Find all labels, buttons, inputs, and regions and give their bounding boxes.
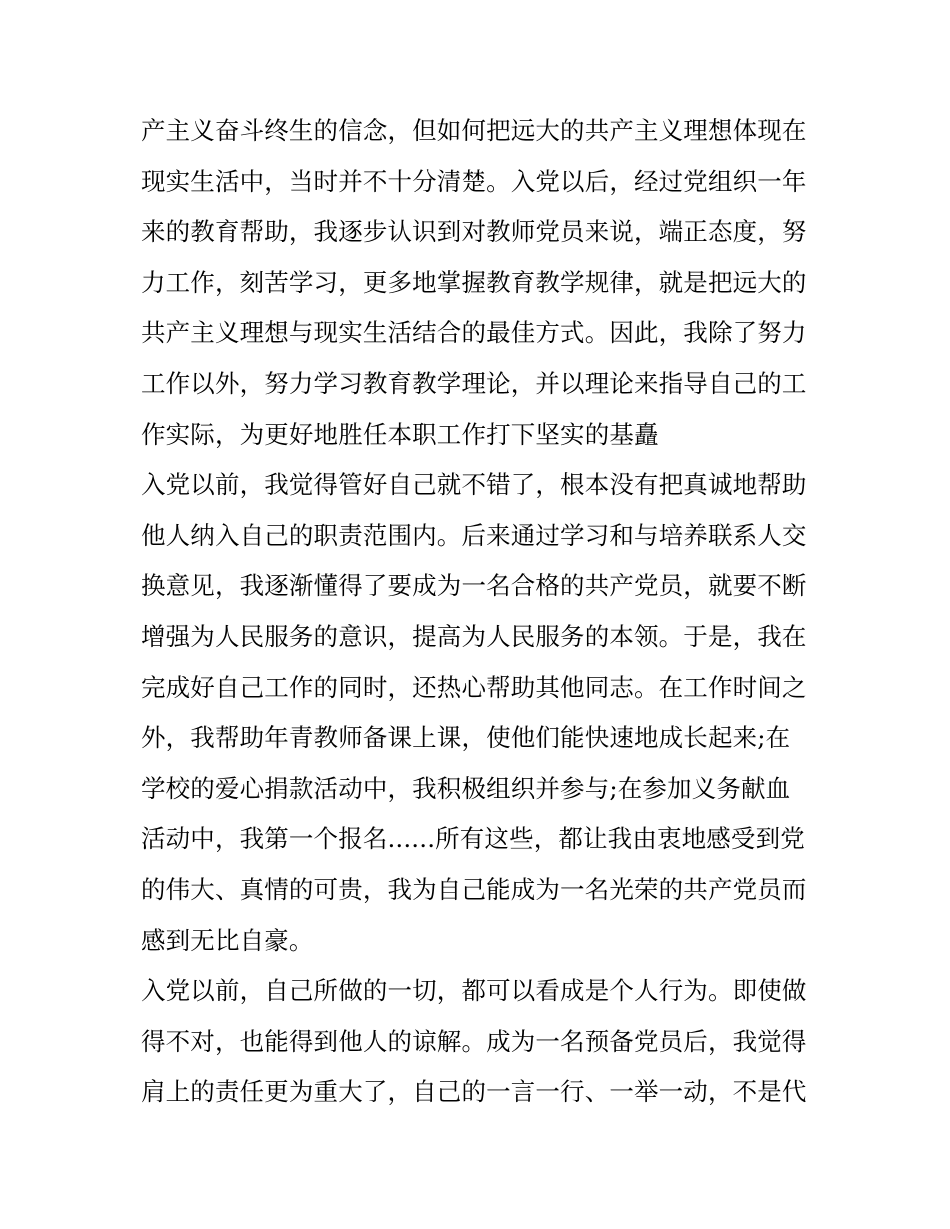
text-line: 感到无比自豪。 [141,925,314,955]
paragraph-1 [141,106,821,460]
text-line: 肩上的责任更为重大了，自己的一言一行、一举一动，不是代 [141,1077,807,1107]
text-line: 他人纳入自己的职责范围内。后来通过学习和与培养联系人交 [141,520,807,550]
text-line: 现实生活中，当时并不十分清楚。入党以后，经过党组织一年 [141,166,807,196]
text-line: 得不对，也能得到他人的谅解。成为一名预备党员后，我觉得 [141,1026,807,1056]
text-line: 的伟大、真情的可贵，我为自己能成为一名光荣的共产党员而 [141,874,807,904]
text-line: 工作以外，努力学习教育教学理论，并以理论来指导自己的工 [141,368,807,398]
text-line: 学校的爱心捐款活动中，我积极组织并参与;在参加义务献血 [141,773,791,803]
text-line: 来的教育帮助，我逐步认识到对教师党员来说，端正态度，努 [141,217,807,247]
text-line: 增强为人民服务的意识，提高为人民服务的本领。于是，我在 [141,621,807,651]
text-line: 完成好自己工作的同时，还热心帮助其他同志。在工作时间之 [141,672,807,702]
text-line: 入党以前，自己所做的一切，都可以看成是个人行为。即使做 [141,976,807,1006]
text-line: 外，我帮助年青教师备课上课，使他们能快速地成长起来;在 [141,723,791,753]
paragraph-3 [141,966,821,1118]
text-line: 入党以前，我觉得管好自己就不错了，根本没有把真诚地帮助 [141,470,807,500]
text-line: 产主义奋斗终生的信念，但如何把远大的共产主义理想体现在 [141,116,807,145]
text-line: 换意见，我逐渐懂得了要成为一名合格的共产党员，就要不断 [141,571,807,601]
text-line: 活动中，我第一个报名......所有这些，都让我由衷地感受到党 [141,824,805,854]
text-line: 力工作，刻苦学习，更多地掌握教育教学规律，就是把远大的 [141,267,807,297]
text-line: 共产主义理想与现实生活结合的最佳方式。因此，我除了努力 [141,318,807,348]
document-body [141,106,821,1118]
paragraph-2 [141,460,821,966]
text-line: 作实际，为更好地胜任本职工作打下坚实的基矗 [141,419,659,449]
